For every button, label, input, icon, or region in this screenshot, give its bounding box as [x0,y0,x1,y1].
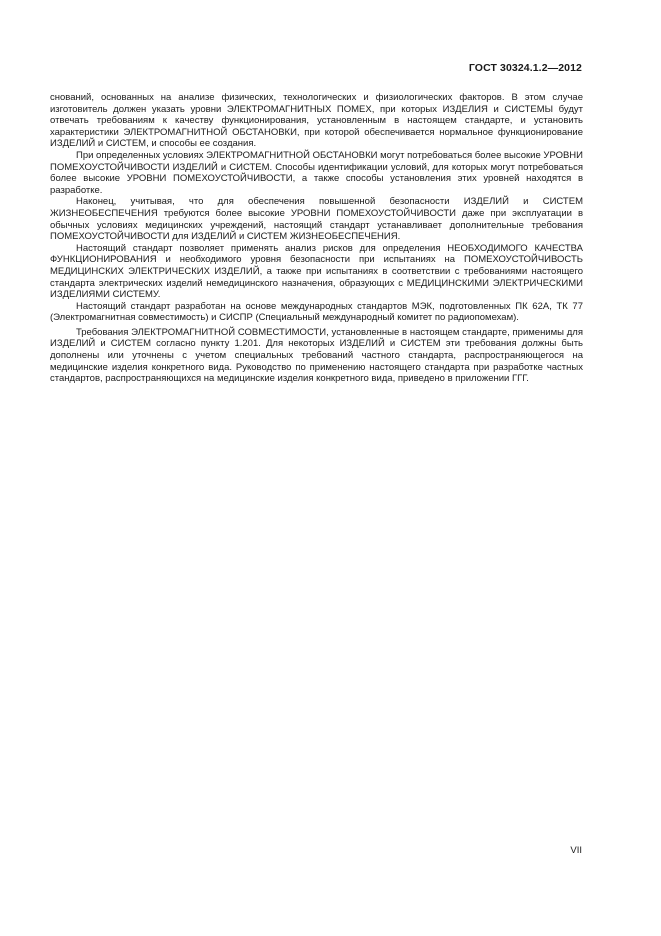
document-header: ГОСТ 30324.1.2—2012 [468,62,582,74]
paragraph-continuation: снований, основанных на анализе физических, технологических и физиологических факторов. В этом случае изготовитель должен указать уровни ЭЛЕКТРОМАГНИТНЫХ ПОМЕХ, при которых ИЗДЕЛИЯ и СИСТЕМЫ будут отвечать требованиям к качеству функционирования, установленным в настоящем стандарте, и установить характеристики ЭЛЕКТРОМАГНИТНОЙ ОБСТАНОВКИ, при которой обеспечивается нормальное функционирование ИЗДЕЛИЙ и СИСТЕМ, и способы ее создания. [50,92,583,150]
page-number: VII [570,845,582,856]
paragraph: Настоящий стандарт позволяет применять анализ рисков для определения НЕОБХОДИМОГО КАЧЕСТВА ФУНКЦИОНИРОВАНИЯ и необходимого уровня безопасности при испытаниях на ПОМЕХОУСТОЙЧИВОСТЬ МЕДИЦИНСКИХ ЭЛЕКТРИЧЕСКИХ ИЗДЕЛИЙ, а также при испытаниях в соответствии с требованиями настоящего стандарта электрических изделий немедицинского назначения, образующих с МЕДИЦИНСКИМИ ЭЛЕКТРИЧЕСКИМИ ИЗДЕЛИЯМИ СИСТЕМУ. [50,242,583,301]
paragraph: Настоящий стандарт разработан на основе международных стандартов МЭК, подготовленных ПК 62А, ТК 77 (Электромагнитная совместимость) и СИСПР (Специальный международный комитет по радиопомехам). [50,300,583,324]
paragraph: Требования ЭЛЕКТРОМАГНИТНОЙ СОВМЕСТИМОСТИ, установленные в настоящем стандарте, применимы для ИЗДЕЛИЙ и СИСТЕМ согласно пункту 1.201. Для некоторых ИЗДЕЛИЙ и СИСТЕМ эти требования должны быть дополнены или уточнены с учетом специальных требований частного стандарта, распространяющегося на медицинские изделия конкретного вида. Руководство по применению настоящего стандарта при разработке частных стандартов, распространяющихся на медицинские изделия конкретного вида, приведено в приложении ГГГ. [50,326,583,385]
body-text [50,92,583,385]
paragraph: Наконец, учитывая, что для обеспечения повышенной безопасности ИЗДЕЛИЙ и СИСТЕМ ЖИЗНЕОБЕСПЕЧЕНИЯ требуются более высокие УРОВНИ ПОМЕХОУСТОЙЧИВОСТИ даже при эксплуатации в обычных условиях медицинских учреждений, настоящий стандарт устанавливает дополнительные требования ПОМЕХОУСТОЙЧИВОСТИ для ИЗДЕЛИЙ и СИСТЕМ ЖИЗНЕОБЕСПЕЧЕНИЯ. [50,196,583,243]
paragraph: При определенных условиях ЭЛЕКТРОМАГНИТНОЙ ОБСТАНОВКИ могут потребоваться более высокие УРОВНИ ПОМЕХОУСТОЙЧИВОСТИ ИЗДЕЛИЙ и СИСТЕМ. Способы идентификации условий, для которых могут потребоваться более высокие УРОВНИ ПОМЕХОУСТОЙЧИВОСТИ, а также способы установления этих уровней находятся в разработке. [50,149,583,196]
